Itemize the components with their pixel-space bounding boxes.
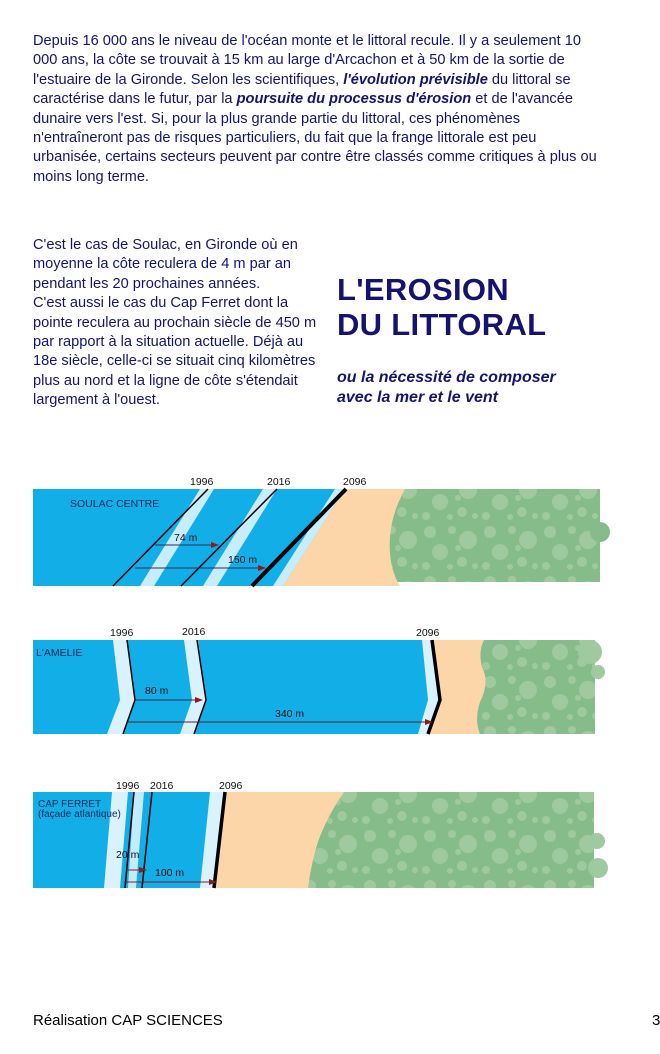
- site-label: L'AMELIE: [36, 647, 83, 659]
- dune-area: [305, 792, 594, 888]
- left-column-text: [33, 236, 323, 411]
- year-label: 1996: [190, 476, 214, 488]
- year-label: 2096: [343, 476, 367, 488]
- emphasis-evolution: l'évolution prévisible: [343, 71, 488, 88]
- dune-area: [474, 640, 595, 734]
- distance-label: 100 m: [155, 867, 185, 879]
- distance-label: 74 m: [174, 532, 198, 544]
- dune-area: [384, 489, 600, 582]
- year-label: 2016: [150, 780, 174, 792]
- diagram-cap-ferret: [0, 776, 660, 901]
- page-subtitle: ou la nécessité de composer avec la mer et le vent: [337, 369, 556, 406]
- diagram-soulac-centre: [0, 472, 660, 597]
- cap-ferret-paragraph: C'est aussi le cas du Cap Ferret dont la pointe reculera au prochain siècle de 450 m par rapport à la situation actuelle. Déjà au 18e siècle, celle-ci se situait cinq kilomètres plus au nord et la ligne de côte s'étendait largement à l'ouest.: [33, 295, 317, 409]
- year-label: 2096: [219, 780, 243, 792]
- distance-label: 340 m: [275, 708, 305, 720]
- year-label: 2016: [267, 476, 291, 488]
- year-label: 2096: [416, 627, 440, 639]
- intro-paragraph: Depuis 16 000 ans le niveau de l'océan monte et le littoral recule. Il y a seulement 10 000 ans, la côte se trouvait à 15 km au large d'Arcachon et à 50 km de la sortie de l'estuaire de la Gironde. Selon les scientifiques, l'évolution prévisible du littoral se caractérise dans le futur, par la poursuite du processus d'érosion et de l'avancée dunaire vers l'est. Si, pour la plus grande partie du littoral, ces phénomènes n'entraîneront pas de risques particuliers, du fait que la frange littorale est peu urbanisée, certains secteurs peuvent par contre être classés comme critiques à plus ou moins long terme.: [33, 33, 597, 185]
- diagram-lamelie: [0, 622, 660, 747]
- distance-label: 80 m: [145, 685, 169, 697]
- page-number: 3: [652, 1012, 660, 1029]
- site-label: CAP FERRET: [38, 799, 102, 810]
- year-label: 2016: [182, 626, 206, 638]
- year-label: 1996: [116, 780, 140, 792]
- footer-credit: Réalisation CAP SCIENCES: [33, 1012, 223, 1029]
- soulac-paragraph: C'est le cas de Soulac, en Gironde où en moyenne la côte reculera de 4 m par an pendant les 20 prochaines années.: [33, 237, 298, 292]
- site-label: (façade atlantique): [38, 809, 121, 820]
- emphasis-erosion: poursuite du processus d'érosion: [236, 91, 472, 108]
- year-label: 1996: [110, 627, 134, 639]
- page-title: L'EROSION DU LITTORAL: [337, 272, 547, 342]
- distance-label: 20 m: [116, 849, 140, 861]
- distance-label: 150 m: [228, 554, 258, 566]
- site-label: SOULAC CENTRE: [70, 498, 160, 510]
- ocean-area: [33, 640, 440, 734]
